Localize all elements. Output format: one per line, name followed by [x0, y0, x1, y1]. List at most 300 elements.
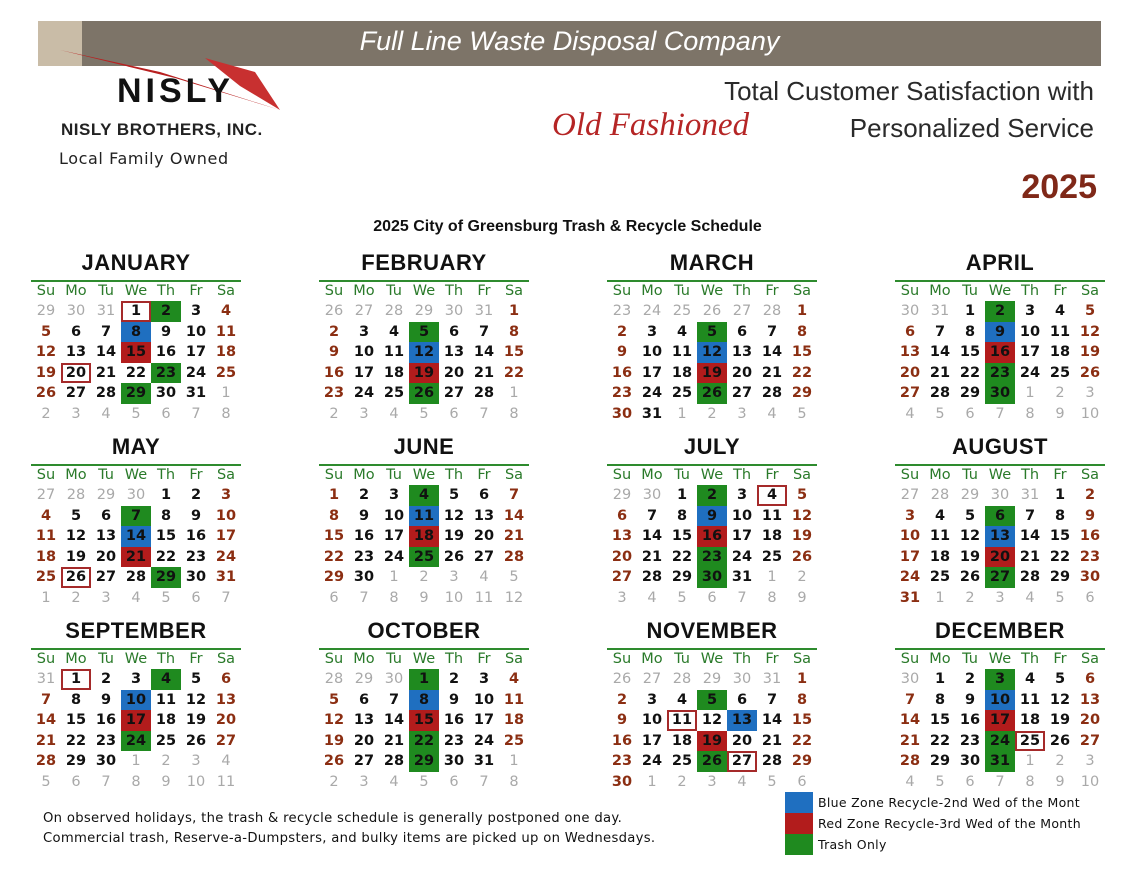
day-cell: 5 — [161, 589, 171, 606]
day-cell: 8 — [796, 691, 808, 708]
day-cell: 16 — [959, 712, 981, 728]
weekday-header — [895, 282, 1105, 301]
day-cell: 28 — [929, 385, 951, 401]
day-cell: 21 — [761, 364, 783, 381]
holiday-note: On observed holidays, the trash & recycle schedule is generally postponed one day. — [43, 811, 623, 826]
day-cell: 26 — [697, 751, 727, 772]
week-row — [319, 526, 529, 547]
day-cell: 30 — [732, 671, 752, 687]
weekday-label: We — [124, 467, 148, 483]
week-row — [31, 526, 241, 547]
day-cell: 7 — [1024, 507, 1036, 524]
weekday-label: Th — [1020, 283, 1040, 299]
day-cell: 10 — [1080, 405, 1100, 422]
weekday-label: Fr — [477, 467, 491, 483]
day-cell: 30 — [1079, 569, 1101, 585]
day-cell: 18 — [35, 548, 57, 565]
day-cell: 3 — [190, 303, 202, 319]
weekday-label: Su — [36, 651, 56, 667]
day-cell: 27 — [473, 548, 495, 565]
day-cell: 8 — [1025, 773, 1035, 790]
day-cell: 30 — [95, 753, 117, 769]
day-cell: 24 — [353, 385, 375, 401]
legend-item-red — [785, 813, 1081, 834]
day-cell: 10 — [186, 773, 206, 790]
day-cell: 23 — [612, 303, 632, 319]
day-cell: 19 — [35, 364, 57, 381]
day-cell: 5 — [41, 773, 51, 790]
day-cell: 28 — [672, 671, 692, 687]
day-cell: 27 — [354, 303, 374, 319]
day-cell: 20 — [473, 528, 495, 544]
day-cell: 20 — [611, 548, 633, 565]
day-cell: 15 — [791, 712, 813, 728]
day-cell: 6 — [616, 507, 628, 524]
weekday-header — [319, 282, 529, 301]
week-row — [319, 363, 529, 384]
day-cell: 20 — [1079, 712, 1101, 728]
day-cell: 29 — [929, 753, 951, 769]
week-row — [895, 669, 1105, 690]
day-cell: 20 — [443, 364, 465, 381]
day-cell: 14 — [35, 712, 57, 728]
day-cell: 19 — [959, 548, 981, 565]
day-cell: 25 — [929, 569, 951, 585]
weekday-label: Su — [324, 651, 344, 667]
day-cell: 2 — [100, 671, 112, 687]
day-cell: 2 — [616, 691, 628, 708]
day-cell: 11 — [503, 691, 525, 708]
weekday-label: We — [700, 467, 724, 483]
day-cell: 26 — [791, 548, 813, 565]
day-cell: 16 — [611, 364, 633, 381]
day-cell: 4 — [676, 691, 688, 708]
weekday-header — [895, 650, 1105, 669]
weekday-header — [607, 282, 817, 301]
day-cell: 1 — [508, 303, 520, 319]
day-cell: 23 — [185, 548, 207, 565]
day-cell: 29 — [414, 303, 434, 319]
weekday-label: Mo — [353, 651, 375, 667]
day-cell: 15 — [959, 344, 981, 360]
weekday-label: Su — [900, 283, 920, 299]
day-cell: 7 — [40, 691, 52, 708]
week-row — [31, 506, 241, 527]
month-name: JULY — [683, 434, 741, 459]
day-cell: 31 — [899, 589, 921, 606]
day-cell: 23 — [985, 363, 1015, 384]
weekday-label: Fr — [1053, 651, 1067, 667]
day-cell: 21 — [1019, 548, 1041, 565]
day-cell: 6 — [707, 589, 717, 606]
day-cell: 5 — [190, 671, 202, 687]
day-cell: 16 — [95, 712, 117, 728]
weekday-label: Mo — [929, 283, 951, 299]
day-cell: 2 — [329, 773, 339, 790]
day-cell: 27 — [985, 567, 1015, 588]
month-name: MARCH — [669, 250, 755, 275]
month-name: NOVEMBER — [646, 618, 778, 643]
day-cell: 25 — [155, 732, 177, 749]
week-row — [31, 751, 241, 772]
day-cell: 2 — [616, 323, 628, 340]
day-cell: 31 — [1020, 487, 1040, 503]
day-cell: 1 — [676, 487, 688, 503]
weekday-label: Sa — [792, 467, 812, 483]
day-cell: 24 — [899, 569, 921, 585]
day-cell: 17 — [473, 712, 495, 728]
day-cell: 29 — [96, 487, 116, 503]
week-row — [319, 404, 529, 425]
day-cell: 4 — [131, 589, 141, 606]
weekday-label: Fr — [189, 283, 203, 299]
day-cell: 4 — [389, 773, 399, 790]
day-cell: 26 — [323, 753, 345, 769]
day-cell: 25 — [1015, 731, 1045, 752]
day-cell: 1 — [1025, 753, 1035, 769]
month-name: JANUARY — [81, 250, 191, 275]
day-cell: 5 — [797, 405, 807, 422]
weekday-label: Tu — [674, 283, 690, 299]
day-cell: 28 — [35, 753, 57, 769]
day-cell: 28 — [95, 385, 117, 401]
weekday-header — [607, 466, 817, 485]
day-cell: 21 — [899, 732, 921, 749]
day-cell: 6 — [449, 773, 459, 790]
day-cell: 24 — [121, 731, 151, 752]
day-cell: 6 — [161, 405, 171, 422]
legend-item-blue — [785, 792, 1081, 813]
day-cell: 20 — [61, 363, 91, 384]
weekday-label: Tu — [98, 283, 114, 299]
day-cell: 27 — [727, 751, 757, 772]
month-name: DECEMBER — [935, 618, 1065, 643]
day-cell: 1 — [647, 773, 657, 790]
year-label: 2025 — [1021, 168, 1097, 206]
day-cell: 30 — [900, 671, 920, 687]
weekday-header — [31, 466, 241, 485]
week-row — [895, 363, 1105, 384]
day-cell: 28 — [503, 548, 525, 565]
week-row — [607, 567, 817, 588]
day-cell: 6 — [71, 773, 81, 790]
weekday-label: Mo — [641, 467, 663, 483]
day-cell: 29 — [791, 385, 813, 401]
weekday-label: Mo — [353, 283, 375, 299]
day-cell: 3 — [737, 405, 747, 422]
day-cell: 19 — [1079, 344, 1101, 360]
week-row — [319, 751, 529, 772]
day-cell: 17 — [185, 344, 207, 360]
day-cell: 10 — [121, 690, 151, 711]
day-cell: 4 — [389, 405, 399, 422]
week-row — [319, 383, 529, 404]
day-cell: 10 — [899, 528, 921, 544]
month-name: AUGUST — [952, 434, 1048, 459]
week-row — [895, 322, 1105, 343]
week-row — [895, 383, 1105, 404]
month-november — [607, 617, 817, 792]
day-cell: 27 — [1079, 732, 1101, 749]
day-cell: 11 — [1019, 691, 1041, 708]
day-cell: 15 — [671, 528, 693, 544]
day-cell: 15 — [409, 710, 439, 731]
day-cell: 9 — [964, 691, 976, 708]
day-cell: 12 — [1049, 691, 1071, 708]
week-row — [895, 485, 1105, 506]
day-cell: 27 — [642, 671, 662, 687]
day-cell: 30 — [959, 753, 981, 769]
weekday-label: Th — [156, 283, 176, 299]
week-row — [607, 342, 817, 363]
day-cell: 1 — [934, 671, 946, 687]
day-cell: 7 — [359, 589, 369, 606]
day-cell: 25 — [35, 569, 57, 585]
day-cell: 14 — [761, 344, 783, 360]
day-cell: 20 — [215, 712, 237, 728]
day-cell: 17 — [383, 528, 405, 544]
day-cell: 3 — [388, 487, 400, 503]
weekday-label: Th — [1020, 467, 1040, 483]
day-cell: 5 — [448, 487, 460, 503]
weekday-label: Th — [444, 651, 464, 667]
day-cell: 21 — [95, 364, 117, 381]
day-cell: 1 — [121, 301, 151, 322]
day-cell: 10 — [1080, 773, 1100, 790]
day-cell: 4 — [220, 303, 232, 319]
day-cell: 4 — [767, 405, 777, 422]
day-cell: 1 — [389, 569, 399, 585]
day-cell: 13 — [473, 507, 495, 524]
day-cell: 3 — [359, 773, 369, 790]
weekday-header — [607, 650, 817, 669]
day-cell: 1 — [131, 753, 141, 769]
day-cell: 18 — [671, 732, 693, 749]
day-cell: 11 — [929, 528, 951, 544]
week-row — [319, 301, 529, 322]
week-row — [319, 567, 529, 588]
weekday-label: Sa — [1080, 283, 1100, 299]
day-cell: 11 — [409, 506, 439, 527]
day-cell: 5 — [964, 507, 976, 524]
weekday-label: Mo — [65, 651, 87, 667]
day-cell: 31 — [731, 569, 753, 585]
week-row — [895, 710, 1105, 731]
day-cell: 30 — [990, 487, 1010, 503]
weekday-label: Mo — [65, 283, 87, 299]
day-cell: 8 — [409, 690, 439, 711]
day-cell: 28 — [762, 303, 782, 319]
day-cell: 3 — [617, 589, 627, 606]
slogan-line-1: Total Customer Satisfaction with — [724, 76, 1094, 106]
day-cell: 1 — [964, 303, 976, 319]
day-cell: 3 — [995, 589, 1005, 606]
day-cell: 24 — [215, 548, 237, 565]
day-cell: 19 — [185, 712, 207, 728]
day-cell: 21 — [121, 547, 151, 568]
day-cell: 10 — [641, 712, 663, 728]
day-cell: 29 — [354, 671, 374, 687]
footer-notes — [43, 809, 655, 849]
day-cell: 11 — [216, 773, 236, 790]
month-name: APRIL — [965, 250, 1035, 275]
month-october — [319, 617, 529, 792]
day-cell: 29 — [702, 671, 722, 687]
day-cell: 27 — [731, 385, 753, 401]
day-cell: 5 — [697, 322, 727, 343]
day-cell: 30 — [697, 567, 727, 588]
day-cell: 10 — [985, 690, 1015, 711]
day-cell: 3 — [736, 487, 748, 503]
day-cell: 24 — [985, 731, 1015, 752]
day-cell: 15 — [791, 344, 813, 360]
day-cell: 2 — [329, 405, 339, 422]
day-cell: 30 — [353, 569, 375, 585]
weekday-label: Tu — [386, 651, 402, 667]
week-row — [607, 383, 817, 404]
month-name: OCTOBER — [367, 618, 481, 643]
day-cell: 12 — [323, 712, 345, 728]
week-row — [31, 731, 241, 752]
week-row — [607, 731, 817, 752]
day-cell: 9 — [161, 773, 171, 790]
day-cell: 14 — [121, 526, 151, 547]
day-cell: 11 — [1049, 323, 1071, 340]
day-cell: 22 — [929, 732, 951, 749]
weekday-label: Sa — [216, 283, 236, 299]
day-cell: 1 — [221, 385, 231, 401]
day-cell: 24 — [1019, 364, 1041, 381]
day-cell: 25 — [215, 364, 237, 381]
day-cell: 4 — [101, 405, 111, 422]
day-cell: 26 — [612, 671, 632, 687]
day-cell: 28 — [383, 753, 405, 769]
day-cell: 7 — [221, 589, 231, 606]
day-cell: 29 — [151, 567, 181, 588]
day-cell: 28 — [930, 487, 950, 503]
day-cell: 26 — [443, 548, 465, 565]
day-cell: 6 — [329, 589, 339, 606]
day-cell: 3 — [130, 671, 142, 687]
weekday-label: Fr — [477, 283, 491, 299]
week-row — [607, 547, 817, 568]
day-cell: 6 — [904, 323, 916, 340]
day-cell: 10 — [473, 691, 495, 708]
day-cell: 21 — [929, 364, 951, 381]
day-cell: 3 — [904, 507, 916, 524]
day-cell: 31 — [474, 303, 494, 319]
day-cell: 7 — [766, 323, 778, 340]
legend-label: Red Zone Recycle-3rd Wed of the Month — [818, 816, 1081, 831]
weekday-label: Th — [1020, 651, 1040, 667]
day-cell: 6 — [1084, 671, 1096, 687]
day-cell: 17 — [899, 548, 921, 565]
day-cell: 21 — [503, 528, 525, 544]
day-cell: 9 — [797, 589, 807, 606]
weekday-label: Mo — [353, 467, 375, 483]
day-cell: 26 — [697, 383, 727, 404]
week-row — [31, 485, 241, 506]
day-cell: 2 — [161, 753, 171, 769]
day-cell: 31 — [185, 385, 207, 401]
day-cell: 2 — [797, 569, 807, 585]
week-row — [31, 342, 241, 363]
day-cell: 22 — [791, 364, 813, 381]
weekday-label: Sa — [792, 651, 812, 667]
day-cell: 8 — [131, 773, 141, 790]
day-cell: 18 — [155, 712, 177, 728]
day-cell: 20 — [731, 732, 753, 749]
day-cell: 6 — [100, 507, 112, 524]
day-cell: 28 — [761, 753, 783, 769]
day-cell: 30 — [66, 303, 86, 319]
weekday-label: Su — [612, 467, 632, 483]
weekday-label: We — [700, 651, 724, 667]
day-cell: 11 — [383, 344, 405, 360]
week-row — [607, 322, 817, 343]
day-cell: 2 — [1084, 487, 1096, 503]
weekday-label: Mo — [65, 467, 87, 483]
day-cell: 23 — [353, 548, 375, 565]
day-cell: 9 — [160, 323, 172, 340]
weekday-label: Tu — [98, 651, 114, 667]
weekday-label: Th — [732, 467, 752, 483]
day-cell: 2 — [71, 589, 81, 606]
weekday-label: Su — [324, 467, 344, 483]
weekday-label: We — [124, 651, 148, 667]
day-cell: 19 — [697, 731, 727, 752]
week-row — [319, 772, 529, 793]
weekday-label: Sa — [216, 467, 236, 483]
day-cell: 24 — [642, 303, 662, 319]
day-cell: 19 — [65, 548, 87, 565]
day-cell: 22 — [503, 364, 525, 381]
week-row — [319, 731, 529, 752]
day-cell: 11 — [215, 323, 237, 340]
day-cell: 1 — [41, 589, 51, 606]
weekday-label: Th — [444, 283, 464, 299]
logo-wordmark: NISLY — [117, 72, 235, 110]
weekday-label: Th — [732, 283, 752, 299]
day-cell: 23 — [959, 732, 981, 749]
day-cell: 8 — [934, 691, 946, 708]
day-cell: 3 — [1085, 385, 1095, 401]
week-row — [895, 588, 1105, 609]
day-cell: 13 — [95, 528, 117, 544]
day-cell: 22 — [671, 548, 693, 565]
day-cell: 28 — [66, 487, 86, 503]
day-cell: 9 — [419, 589, 429, 606]
week-row — [895, 506, 1105, 527]
day-cell: 12 — [697, 342, 727, 363]
day-cell: 7 — [934, 323, 946, 340]
day-cell: 19 — [443, 528, 465, 544]
day-cell: 13 — [65, 344, 87, 360]
weekday-label: Fr — [765, 651, 779, 667]
legend-label: Trash Only — [818, 837, 887, 852]
day-cell: 5 — [419, 405, 429, 422]
day-cell: 5 — [131, 405, 141, 422]
week-row — [319, 669, 529, 690]
day-cell: 25 — [383, 385, 405, 401]
day-cell: 13 — [1079, 691, 1101, 708]
day-cell: 12 — [1079, 323, 1101, 340]
day-cell: 19 — [323, 732, 345, 749]
day-cell: 27 — [900, 487, 920, 503]
day-cell: 4 — [676, 323, 688, 340]
weekday-label: Su — [900, 467, 920, 483]
day-cell: 24 — [641, 385, 663, 401]
